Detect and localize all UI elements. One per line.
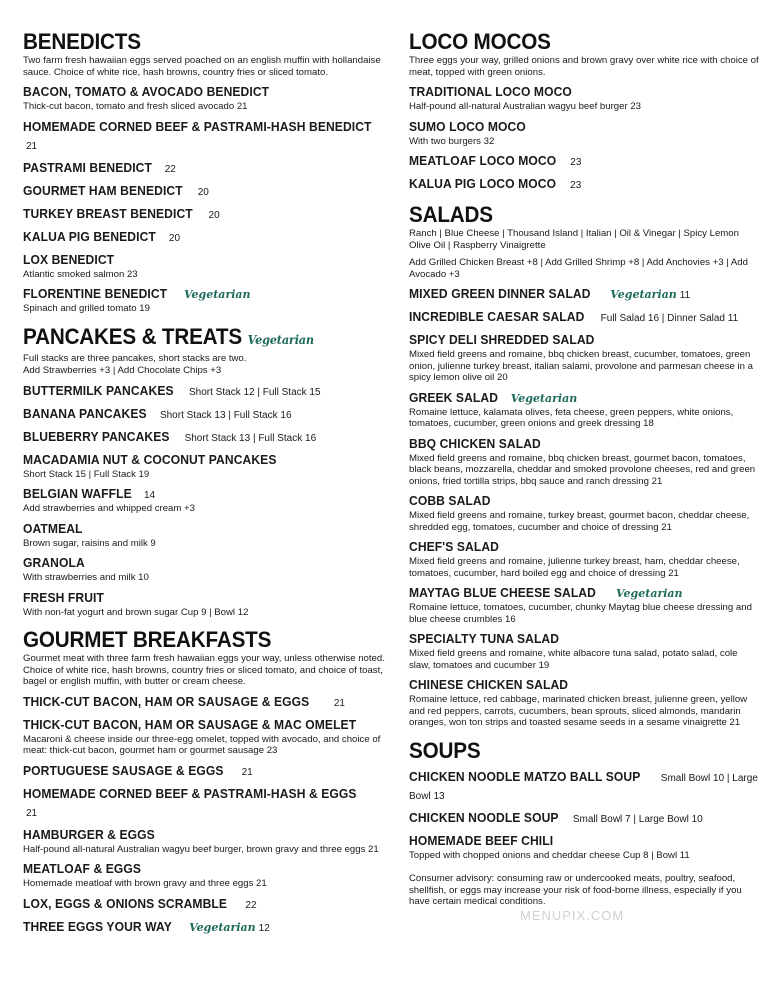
menu-item-price: 21 <box>241 766 253 778</box>
menu-item-line <box>23 520 385 538</box>
menu-item-price: 21 <box>333 697 345 709</box>
section-desc: Three eggs your way, grilled onions and brown gravy over white rice with choice of meat, topped with green onions. <box>409 55 759 78</box>
menu-item-desc: Mixed field greens and romaine, bbq chicken breast, cucumber, tomatoes, green onion, julienne turkey breast, italian salami, provolone and parmesan cheese in a spicy lemon olive oil 20 <box>409 349 753 383</box>
menu-item-line <box>409 152 761 170</box>
menu-item <box>23 785 385 821</box>
menu-item-name: FLORENTINE BENEDICT <box>23 286 168 301</box>
menu-item-line <box>23 860 385 878</box>
menu-item-line <box>409 538 761 556</box>
menu-item-line <box>409 832 761 850</box>
menu-item <box>409 630 761 671</box>
menu-item <box>23 251 385 281</box>
menu-item-name: BELGIAN WAFFLE <box>23 486 132 501</box>
menu-item <box>23 762 385 780</box>
menu-item <box>409 676 761 729</box>
right-column <box>409 30 761 908</box>
vegetarian-label: Vegetarian <box>616 587 683 600</box>
menu-item-line <box>23 251 385 269</box>
vegetarian-label: Vegetarian <box>184 288 251 301</box>
menu-item-line <box>23 785 385 821</box>
menu-item-desc: Homemade meatloaf with brown gravy and three eggs 21 <box>23 878 267 889</box>
section-desc: Two farm fresh hawaiian eggs served poached on an english muffin with hollandaise sauce. Choice of white rice, hash browns, country fries or sliced tomato. <box>23 55 381 78</box>
menu-item-price: 20 <box>208 209 220 221</box>
menu-item-line <box>409 331 761 349</box>
menu-item-desc: Brown sugar, raisins and milk 9 <box>23 537 156 549</box>
menu-item <box>409 152 761 170</box>
menu-item-line <box>23 451 385 469</box>
menu-item <box>409 118 761 148</box>
menu-item <box>409 389 761 430</box>
menu-item-price: Short Stack 13 | Full Stack 16 <box>159 409 292 421</box>
menu-item-line <box>23 182 385 200</box>
menu-item-line <box>409 285 761 303</box>
menu-item-price: 22 <box>164 163 176 175</box>
menu-item-line <box>23 118 385 154</box>
menu-item-name: BANANA PANCAKES <box>23 405 147 421</box>
menu-item-name: SUMO LOCO MOCO <box>409 118 526 134</box>
menu-item-name: CHINESE CHICKEN SALAD <box>409 677 569 692</box>
menu-item-price: 22 <box>245 899 257 911</box>
menu-item-price: 23 <box>570 157 582 168</box>
menu-item <box>409 308 761 326</box>
menu-item <box>409 331 761 384</box>
menu-item-desc: Half-pound all-natural Australian wagyu beef burger 23 <box>409 101 641 112</box>
menu-item <box>23 860 385 890</box>
menu-item-name: LOX, EGGS & ONIONS SCRAMBLE <box>23 895 228 911</box>
menu-item-name: LOX BENEDICT <box>23 251 115 267</box>
vegetarian-label: Vegetarian <box>189 920 256 934</box>
menu-item-name: KALUA PIG LOCO MOCO <box>409 176 557 191</box>
menu-item-price: 20 <box>168 232 181 244</box>
menu-item-line <box>23 405 385 423</box>
menu-item-desc: With two burgers 32 <box>409 135 495 147</box>
watermark: MENUPIX.COM <box>520 908 625 923</box>
menu-item-name: HOMEMADE BEEF CHILI <box>409 832 554 848</box>
menu-item <box>23 520 385 550</box>
menu-item-name: THREE EGGS YOUR WAY <box>23 918 172 934</box>
menu-item-name: THICK-CUT BACON, HAM OR SAUSAGE & MAC OMELET <box>23 716 357 732</box>
menu-item-line <box>23 428 385 446</box>
menu-item <box>23 285 385 315</box>
menu-item-price: 23 <box>570 180 582 191</box>
consumer-advisory: Consumer advisory: consuming raw or undercooked meats, poultry, seafood, shellfish, or eggs may increase your risk of food-borne illness, especially if you have certain medical conditions. <box>409 873 742 907</box>
menu-item <box>409 538 761 579</box>
menu-item-price: 14 <box>143 490 156 501</box>
vegetarian-label: Vegetarian <box>610 288 677 301</box>
loco-section <box>409 30 761 193</box>
menu-item-name: TURKEY BREAST BENEDICT <box>23 205 193 221</box>
menu-item-name: SPICY DELI SHREDDED SALAD <box>409 332 595 347</box>
menu-item-name: SPECIALTY TUNA SALAD <box>409 631 560 646</box>
vegetarian-label: Vegetarian <box>510 391 578 405</box>
menu-item-line <box>23 918 385 936</box>
menu-item-name: HAMBURGER & EGGS <box>23 826 155 842</box>
menu-item-line <box>23 554 385 572</box>
menu-item-desc: Topped with chopped onions and cheddar cheese Cup 8 | Bowl 11 <box>409 849 690 861</box>
pancakes-section <box>23 325 385 619</box>
menu-item-name: BLUEBERRY PANCAKES <box>23 428 170 444</box>
menu-item-name: BUTTERMILK PANCAKES <box>23 382 174 398</box>
menu-item-line <box>409 308 761 326</box>
menu-item-desc: Mixed field greens and romaine, bbq chicken breast, gourmet bacon, tomatoes, black beans, mozzarella, cheddar and smoked provolone cheeses, red and green onions, fried tortilla strips, bbq sauce and ranch dressing 21 <box>409 452 756 487</box>
menu-item-name: MIXED GREEN DINNER SALAD <box>409 286 591 301</box>
dressing-options: Ranch | Blue Cheese | Thousand Island | Italian | Oil & Vinegar | Spicy Lemon Olive Oil | Raspberry Vinaigrette <box>409 228 739 251</box>
section-title: SALADS <box>409 202 493 227</box>
section-title: PANCAKES & TREATS Vegetarian <box>23 323 314 349</box>
section-title: LOCO MOCOS <box>409 29 551 54</box>
menu-item-line <box>409 630 761 648</box>
menu-item-desc: Half-pound all-natural Australian wagyu beef burger, brown gravy and three eggs 21 <box>23 843 379 855</box>
menu-item-line <box>23 159 385 177</box>
menu-item-name: HOMEMADE CORNED BEEF & PASTRAMI-HASH & EGGS <box>23 785 357 801</box>
menu-item-line <box>409 676 761 694</box>
menu-item-price: Short Stack 12 | Full Stack 15 <box>189 386 321 398</box>
menu-item-name: MACADAMIA NUT & COCONUT PANCAKES <box>23 451 277 467</box>
menu-item <box>23 428 385 446</box>
menu-item-name: GREEK SALAD <box>409 389 499 405</box>
menu-item-desc: Mixed field greens and romaine, turkey breast, gourmet bacon, cheddar cheese, shredded egg, tomatoes, cucumber and choice of dressing 21 <box>409 510 750 533</box>
menu-item-line <box>23 693 385 711</box>
menu-item-desc: With non-fat yogurt and brown sugar Cup 9 | Bowl 12 <box>23 606 249 618</box>
menu-item-line <box>23 485 385 503</box>
menu-item-desc: Mixed field greens and romaine, white albacore tuna salad, potato salad, cole slaw, tomatoes and cucumber 19 <box>409 648 738 671</box>
benedicts-section <box>23 30 385 315</box>
menu-item <box>409 83 761 113</box>
left-column <box>23 30 385 936</box>
menu-item-line <box>409 435 761 453</box>
menu-item <box>23 205 385 223</box>
menu-item <box>23 182 385 200</box>
menu-item <box>409 832 761 862</box>
menu-item-desc: Thick-cut bacon, tomato and fresh sliced avocado 21 <box>23 101 248 112</box>
menu-item-price: 21 <box>26 140 38 152</box>
section-title: SOUPS <box>409 737 481 763</box>
menu-item <box>23 451 385 481</box>
menu-item-name: GOURMET HAM BENEDICT <box>23 182 183 198</box>
menu-item-price: Small Bowl 7 | Large Bowl 10 <box>572 813 703 825</box>
menu-item-name: CHEF'S SALAD <box>409 539 499 554</box>
section-desc: Gourmet meat with three farm fresh hawaiian eggs your way, unless otherwise noted. Choice of white rice, hash browns, country fries or sliced tomato, and choice of toast, bagel or english muffin, with butter or cream cheese. <box>23 653 385 687</box>
menu-item <box>23 159 385 177</box>
menu-item-line <box>23 205 385 223</box>
menu-item-name: MEATLOAF LOCO MOCO <box>409 153 557 168</box>
menu-item <box>23 382 385 400</box>
menu-item-name: CHICKEN NOODLE SOUP <box>409 809 559 825</box>
menu-item <box>409 492 761 533</box>
menu-item-line <box>409 389 761 407</box>
menu-item-line <box>409 175 761 193</box>
menu-item-line <box>23 826 385 844</box>
menu-item-desc: Spinach and grilled tomato 19 <box>23 303 150 314</box>
menu-item-price: 12 <box>258 922 270 934</box>
menu-item-desc: Mixed field greens and romaine, julienne turkey breast, ham, cheddar cheese, tomatoes, cucumber, hard boiled egg and choice of dressing 21 <box>409 556 740 579</box>
menu-item-name: HOMEMADE CORNED BEEF & PASTRAMI-HASH BENEDICT <box>23 118 372 134</box>
menu-item <box>23 693 385 711</box>
menu-item <box>23 826 385 856</box>
menu-item <box>409 285 761 303</box>
salads-section <box>409 203 761 729</box>
menu-item <box>23 83 385 113</box>
section-addons: Add Strawberries +3 | Add Chocolate Chips +3 <box>23 365 222 376</box>
menu-item-desc: Short Stack 15 | Full Stack 19 <box>23 468 150 480</box>
menu-item-price: 11 <box>679 290 691 301</box>
menu-item-line <box>409 768 761 804</box>
menu-item-price: Small Bowl 10 | Large Bowl 13 <box>409 772 758 802</box>
section-desc: Full stacks are three pancakes, short stacks are two. <box>23 352 247 364</box>
menu-item-name: PORTUGUESE SAUSAGE & EGGS <box>23 762 224 778</box>
menu-item <box>409 768 761 804</box>
menu-item-line <box>23 228 385 246</box>
menu-item-line <box>409 584 761 602</box>
menu-item-name: BACON, TOMATO & AVOCADO BENEDICT <box>23 84 270 99</box>
menu-item <box>23 589 385 619</box>
menu-item-desc: Add strawberries and whipped cream +3 <box>23 503 195 514</box>
menu-item <box>23 918 385 936</box>
menu-item-line <box>23 83 385 101</box>
menu-item-desc: Atlantic smoked salmon 23 <box>23 268 138 280</box>
menu-item <box>409 435 761 488</box>
menu-item-price: 21 <box>26 807 38 819</box>
menu-item <box>23 228 385 246</box>
menu-item-desc: Romaine lettuce, tomatoes, cucumber, chunky Maytag blue cheese dressing and blue cheese crumbles 16 <box>409 602 752 625</box>
menu-item-price: Short Stack 13 | Full Stack 16 <box>184 432 317 444</box>
menu-item-price: Full Salad 16 | Dinner Salad 11 <box>600 313 739 324</box>
menu-item-line <box>23 382 385 400</box>
section-title: GOURMET BREAKFASTS <box>23 627 272 652</box>
menu-item-name: PASTRAMI BENEDICT <box>23 159 152 175</box>
menu-item <box>409 584 761 625</box>
menu-item-name: COBB SALAD <box>409 493 491 508</box>
menu-item <box>23 554 385 584</box>
menu-item-line <box>23 716 385 734</box>
section-title: BENEDICTS <box>23 29 141 54</box>
menu-item <box>23 405 385 423</box>
menu-item-name: CHICKEN NOODLE MATZO BALL SOUP <box>409 768 641 784</box>
menu-item-name: OATMEAL <box>23 520 83 536</box>
menu-item-desc: With strawberries and milk 10 <box>23 572 149 583</box>
menu-item-name: TRADITIONAL LOCO MOCO <box>409 84 572 99</box>
gourmet-section <box>23 628 385 936</box>
menu-item-line <box>409 83 761 101</box>
menu-item-line <box>409 809 761 827</box>
menu-item <box>23 716 385 757</box>
menu-item <box>409 809 761 827</box>
menu-item-line <box>23 762 385 780</box>
menu-item-line <box>409 118 761 136</box>
vegetarian-label: Vegetarian <box>247 332 314 347</box>
menu-item-desc: Macaroni & cheese inside our three-egg omelet, topped with avocado, and choice of meat: thick-cut bacon, gourmet ham or gourmet sausage 23 <box>23 733 381 756</box>
menu-item <box>23 118 385 154</box>
menu-item <box>409 175 761 193</box>
menu-item-line <box>409 492 761 510</box>
menu-item-name: INCREDIBLE CAESAR SALAD <box>409 309 585 324</box>
menu-item-line <box>23 589 385 607</box>
menu-item-desc: Romaine lettuce, kalamata olives, feta cheese, green peppers, white onions, tomatoes, cucumber, green onions and greek dressing 18 <box>409 406 734 429</box>
menu-item <box>23 485 385 515</box>
menu-item-line <box>23 285 385 303</box>
menu-item-name: FRESH FRUIT <box>23 589 104 605</box>
menu-item-name: MAYTAG BLUE CHEESE SALAD <box>409 585 596 600</box>
menu-item-desc: Romaine lettuce, red cabbage, marinated chicken breast, julienne green, yellow and red peppers, carrots, cucumbers, bean sprouts, sliced almonds, mandarin oranges, won ton strips and toasted sesame seeds in a sesame vinaigrette 21 <box>409 694 748 728</box>
menu-item-name: THICK-CUT BACON, HAM OR SAUSAGE & EGGS <box>23 693 310 709</box>
menu-item-name: MEATLOAF & EGGS <box>23 861 142 876</box>
menu-item-name: GRANOLA <box>23 555 85 570</box>
salad-addons: Add Grilled Chicken Breast +8 | Add Grilled Shrimp +8 | Add Anchovies +3 | Add Avocado +3 <box>409 257 748 280</box>
soups-section <box>409 739 761 908</box>
menu-item-line <box>23 895 385 913</box>
menu-item-price: 20 <box>197 186 209 198</box>
menu-item-name: KALUA PIG BENEDICT <box>23 228 156 244</box>
menu-item <box>23 895 385 913</box>
menu-item-name: BBQ CHICKEN SALAD <box>409 435 541 451</box>
